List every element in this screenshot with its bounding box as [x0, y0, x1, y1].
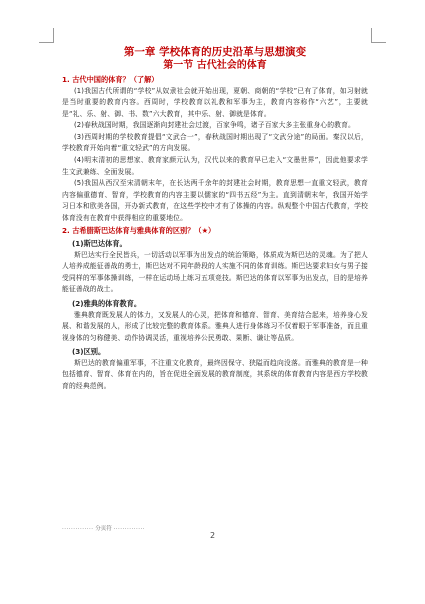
subheading-difference: (3)区别。 [72, 347, 106, 357]
paragraph-1: (1)我国古代所谓的“学校”从奴隶社会就开始出现，夏朝、商朝的“学校”已有了体育，如习射就是当时重要的教育内容。西周时，学校教育以礼教和军事为主，教育内容称作“六艺”，主要就是“礼、乐、射、御、书、数”六大教育，其中乐、射、御就是体育。 [62, 86, 368, 118]
paragraph-sparta: 斯巴达实行全民皆兵，一切活动以军事为出发点的统治策略，体质成为斯巴达的灵魂。为了把人人培养成能征善战的勇士，斯巴达对不同年龄段的人实施不同的体育训练。斯巴达要求妇女与男子接受同样的军事体操训练，一样在运动场上练习五项竞技。斯巴达的体育以军事为出发点，目的是培养能征善战的战士。 [62, 250, 368, 294]
paragraph-3: (3)西周时期的学校教育提倡“文武合一”，春秋战国时期出现了“文武分途”的局面。秦汉以后，学校教育开始向着“重文轻武”的方向发展。 [62, 132, 368, 153]
subheading-athens: (2)雅典的体育教育。 [72, 299, 142, 308]
chapter-title: 第一章 学校体育的历史沿革与思想演变 [123, 46, 307, 58]
question-heading-1: 1. 古代中国的体育？（了解） [62, 75, 159, 84]
paragraph-2: (2)春秋战国时期，我国逐渐向封建社会过渡，百家争鸣，诸子百家大多主张重身心的教育。 [74, 121, 356, 130]
crop-mark-top-right [371, 28, 386, 43]
paragraph-4: (4)明末清初的思想家、教育家颜元认为，汉代以来的教育早已走入“文墨世界”，因此他要求学生文武兼练、全面发展。 [62, 156, 368, 176]
paragraph-athens: 雅典教育既发展人的体力，又发展人的心灵，把体育和德育、智育、美育结合起来，培养身心发展、和谐发展的人，形成了比较完整的教育体系。雅典人进行身体练习不仅着眼于军事准备，而且重视身体的匀称健美、动作协调灵活，重视培养公民勇敢、果断、谦让等品质。 [62, 310, 368, 342]
paragraph-difference: 斯巴达的教育偏重军事，不注重文化教育，最终因保守、狭隘而趋向没落。而雅典的教育是一种包括德育、智育、体育在内的，旨在促进全面发展的教育制度，其系统的体育教育内容是西方学校教育的经典范例。 [62, 358, 368, 390]
page-number: 2 [209, 531, 216, 540]
paragraph-5: (5)我国从西汉至宋清朝末年，在长达两千余年的封建社会时期，教育思想一直重文轻武，教育内容偏重德育、智育，学校教育的内容主要以儒家的“四书五经”为主。直到清朝末年，我国开始学习日本和欧美各国，开办新式教育，在这些学校中才有了体操的内容。纵观整个中国古代教育，学校体育没有在教育中获得相应的重要地位。 [62, 179, 368, 223]
subheading-sparta: (1)斯巴达体育。 [72, 239, 127, 249]
document-body[interactable] [62, 46, 368, 393]
page-break-dots-right: ·············· [113, 526, 145, 532]
question-heading-2: 2. 古希腊斯巴达体育与雅典体育的区别？（★） [62, 225, 216, 235]
page-break-label: 分页符 [95, 526, 112, 532]
crop-mark-top-left [39, 28, 54, 43]
section-title: 第一节 古代社会的体育 [163, 60, 267, 71]
page-break-dots-left: ·············· [62, 526, 94, 532]
